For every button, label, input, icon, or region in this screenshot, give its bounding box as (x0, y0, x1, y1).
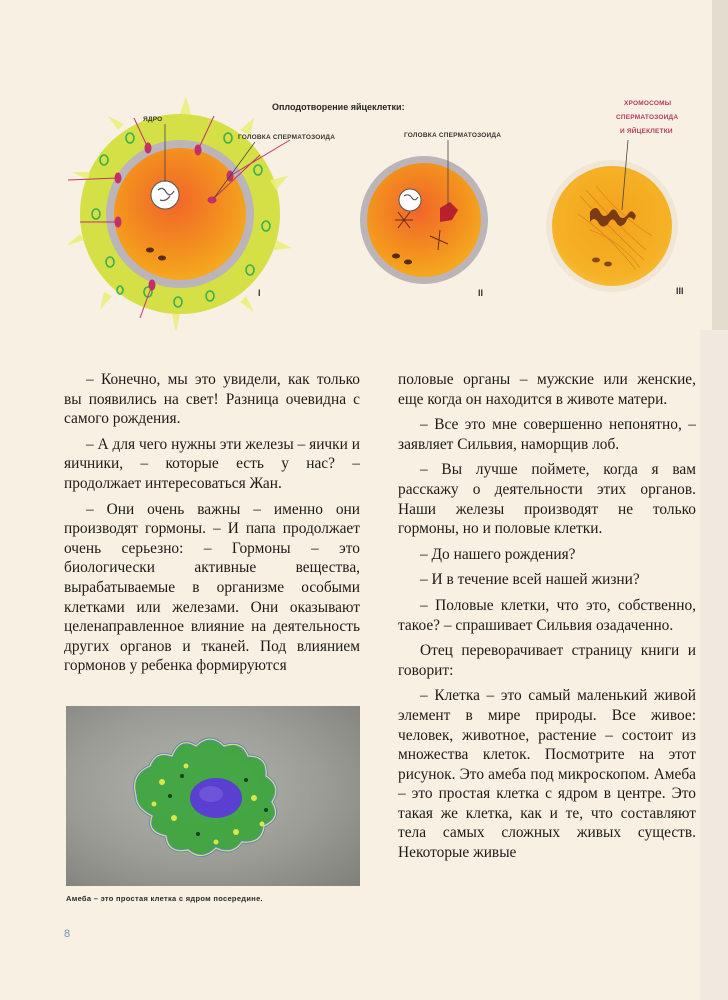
photo-caption: Амеба – это простая клетка с ядром посередине. (66, 894, 263, 903)
chromosomes-label-1: ХРОМОСОМЫ (624, 100, 672, 107)
right-paragraph: – И в течение всей нашей жизни? (420, 571, 640, 589)
right-paragraph: – До нашего рождения? (420, 545, 576, 563)
nucleus-label: ЯДРО (143, 116, 163, 123)
chromosomes-label-2: СПЕРМАТОЗОИДА (616, 114, 679, 121)
amoeba-illustration (66, 706, 360, 886)
stage-2-egg (360, 140, 488, 284)
right-paragraph: Отец переворачивает страницу книги и говорит: (398, 642, 696, 679)
amoeba-photo (66, 706, 360, 886)
page-number: 8 (64, 928, 71, 940)
left-paragraph: – А для чего нужны эти железы – яички и яичники, – которые есть у нас? – продолжает интересоваться Жан. (64, 435, 360, 492)
page-edge-lower (700, 330, 728, 1000)
right-text-column (398, 370, 696, 869)
right-paragraph: – Вы лучше поймете, когда я вам расскажу о деятельности этих органов. Наши железы производят не только гормоны, но и половые клетки. (398, 461, 696, 538)
left-text-column (64, 370, 360, 682)
right-paragraph: – Половые клетки, что это, собственно, такое? – спрашивает Сильвия озадаченно. (398, 596, 696, 634)
sperm-head-label-2: ГОЛОВКА СПЕРМАТОЗОИДА (404, 132, 502, 139)
stage-3-number: III (676, 286, 684, 296)
stage-3-egg (546, 140, 678, 292)
right-paragraph: – Все это мне совершенно непонятно, – заявляет Сильвия, наморщив лоб. (398, 416, 696, 453)
left-paragraph: – Они очень важны – именно они производят гормоны. – И папа продолжает очень серьезно: – Гормоны – это биологически активные вещества, вырабатываемые в организме особыми клетками или железами. Они оказывают целенаправленное влияние на деятельность других органов и тканей. Под влиянием гормонов у ребенка формируются (64, 500, 360, 675)
stage-2-number: II (478, 288, 484, 298)
left-paragraph: – Конечно, мы это увидели, как только вы появились на свет! Разница очевидна с самого рождения. (64, 371, 360, 428)
stage-1-number: I (258, 288, 261, 298)
right-paragraph: – Клетка – это самый маленький живой элемент в мире природы. Все живое: человек, животное, растение – состоит из множества клеток. Посмотрите на этот рисунок. Это амеба под микроскопом. Амеба – это простая клетка с ядром в центре. Это такая же клетка, как и те, что составляют тела самых сложных живых существ. Некоторые живые (398, 687, 696, 862)
sperm-head-label-1: ГОЛОВКА СПЕРМАТОЗОИДА (238, 134, 336, 141)
fertilization-illustration (0, 0, 712, 330)
fertilization-diagram (0, 0, 712, 330)
diagram-title: Оплодотворение яйцеклетки: (272, 102, 405, 112)
chromosomes-label-3: И ЯЙЦЕКЛЕТКИ (620, 128, 673, 135)
right-paragraph-continuation: половые органы – мужские или женские, еще когда он находится в животе матери. (398, 371, 696, 408)
